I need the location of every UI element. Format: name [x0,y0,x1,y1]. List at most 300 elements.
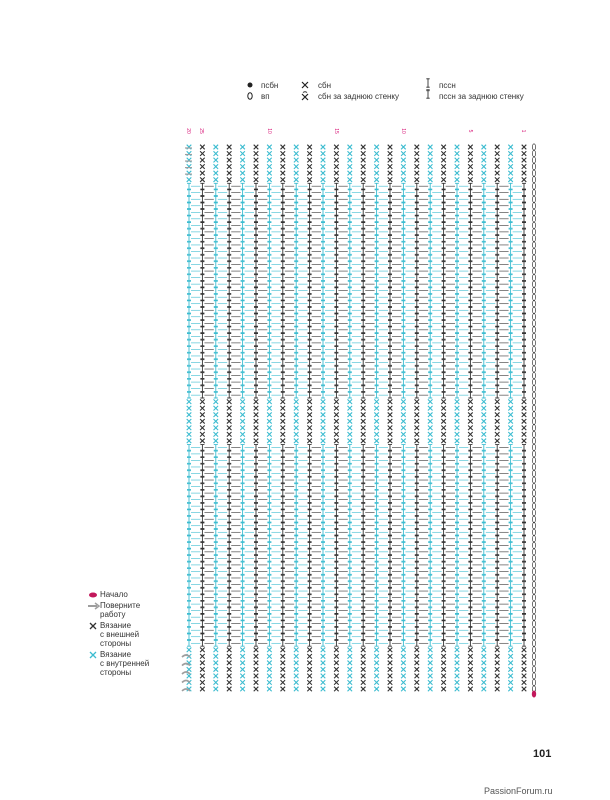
half-double-crochet-mark [468,471,472,477]
single-crochet-mark [307,432,312,437]
single-crochet-mark [294,412,299,417]
half-double-crochet-mark [375,392,379,398]
half-double-crochet-mark [227,327,231,333]
single-crochet-mark [281,164,286,169]
single-crochet-mark [227,667,232,672]
half-double-crochet-mark [241,556,245,562]
half-double-crochet-mark [442,510,446,516]
half-double-crochet-mark [294,621,298,627]
half-double-crochet-mark [455,196,459,202]
single-crochet-mark [254,661,259,666]
half-double-crochet-mark [415,275,419,281]
single-crochet-mark [401,145,406,150]
single-crochet-mark [281,687,286,692]
half-double-crochet-mark [522,503,526,509]
half-double-crochet-mark [200,471,204,477]
half-double-crochet-mark [361,373,365,379]
half-double-crochet-mark [214,588,218,594]
half-double-crochet-mark [401,621,405,627]
half-double-crochet-mark [214,627,218,633]
half-double-crochet-mark [495,516,499,522]
half-double-crochet-mark [428,334,432,340]
half-double-crochet-mark [321,582,325,588]
half-double-crochet-mark [428,262,432,268]
half-double-crochet-mark [522,242,526,248]
half-double-crochet-mark [375,190,379,196]
half-double-crochet-mark [468,347,472,353]
half-double-crochet-mark [348,536,352,542]
half-double-crochet-mark [334,373,338,379]
half-double-crochet-mark [375,562,379,568]
single-crochet-mark [321,406,326,411]
half-double-crochet-mark [321,386,325,392]
half-double-crochet-mark [361,190,365,196]
half-double-crochet-mark [509,562,513,568]
half-double-crochet-mark [482,216,486,222]
chain-stitch-oval [532,542,535,548]
half-double-crochet-mark [308,353,312,359]
half-double-crochet-mark [495,595,499,601]
legend-turn-line1: Поверните [100,601,141,610]
half-double-crochet-mark [227,190,231,196]
half-double-crochet-mark [388,222,392,228]
half-double-crochet-mark [308,608,312,614]
half-double-crochet-mark [267,595,271,601]
half-double-crochet-mark [200,634,204,640]
half-double-crochet-mark [522,236,526,242]
half-double-crochet-mark [281,529,285,535]
half-double-crochet-mark [388,595,392,601]
single-crochet-mark [388,164,393,169]
single-crochet-mark [455,164,460,169]
single-crochet-mark [508,654,513,659]
half-double-crochet-mark [321,366,325,372]
single-crochet-mark [240,158,245,163]
half-double-crochet-mark [388,497,392,503]
single-crochet-mark [254,425,259,430]
half-double-crochet-mark [254,569,258,575]
half-double-crochet-mark [455,458,459,464]
half-double-crochet-mark [281,523,285,529]
single-crochet-mark [374,667,379,672]
half-double-crochet-mark [348,464,352,470]
single-crochet-mark [374,687,379,692]
half-double-crochet-mark [495,249,499,255]
half-double-crochet-mark [187,229,191,235]
single-crochet-mark [334,151,339,156]
single-crochet-mark [388,406,393,411]
half-double-crochet-mark [214,262,218,268]
half-double-crochet-mark [348,601,352,607]
half-double-crochet-mark [267,294,271,300]
single-crochet-mark [348,145,353,150]
half-double-crochet-mark [227,255,231,261]
half-double-crochet-mark [415,627,419,633]
half-double-crochet-mark [241,451,245,457]
legend-outer-line2: с внешней [100,630,140,639]
half-double-crochet-mark [200,360,204,366]
half-double-crochet-mark [509,386,513,392]
half-double-crochet-mark [375,569,379,575]
half-double-crochet-mark [241,588,245,594]
single-crochet-mark [200,406,205,411]
half-double-crochet-mark [281,216,285,222]
half-double-crochet-mark [361,464,365,470]
half-double-crochet-mark [468,236,472,242]
half-double-crochet-mark [214,216,218,222]
half-double-crochet-mark [308,314,312,320]
half-double-crochet-mark [388,621,392,627]
half-double-crochet-mark [388,229,392,235]
single-crochet-mark [281,674,286,679]
single-crochet-mark [455,419,460,424]
half-double-crochet-mark [308,582,312,588]
half-double-crochet-mark [214,445,218,451]
single-crochet-mark [508,158,513,163]
single-crochet-mark [522,661,527,666]
single-crochet-mark [281,432,286,437]
half-double-crochet-mark [468,601,472,607]
half-double-crochet-mark [509,556,513,562]
single-crochet-mark [240,654,245,659]
single-crochet-mark [361,661,366,666]
single-crochet-mark [508,648,513,653]
single-crochet-mark [267,432,272,437]
half-double-crochet-mark [509,569,513,575]
half-double-crochet-mark [308,360,312,366]
half-double-crochet-mark [388,451,392,457]
half-double-crochet-mark [522,640,526,646]
single-crochet-mark [187,432,192,437]
half-double-crochet-mark [294,490,298,496]
single-crochet-mark [401,171,406,176]
single-crochet-mark [508,151,513,156]
single-crochet-mark [214,151,219,156]
half-double-crochet-mark [415,601,419,607]
half-double-crochet-mark [334,640,338,646]
single-crochet-mark [388,425,393,430]
half-double-crochet-mark [468,190,472,196]
single-crochet-mark [281,667,286,672]
half-double-crochet-mark [227,294,231,300]
half-double-crochet-mark [415,386,419,392]
half-double-crochet-mark [388,379,392,385]
chain-stitch-oval [532,418,535,424]
single-crochet-mark [214,164,219,169]
single-crochet-mark [267,145,272,150]
half-double-crochet-mark [348,490,352,496]
half-double-crochet-mark [375,209,379,215]
half-double-crochet-mark [509,608,513,614]
single-crochet-mark [254,674,259,679]
half-double-crochet-mark [254,196,258,202]
half-double-crochet-mark [375,183,379,189]
half-double-crochet-mark [509,464,513,470]
chain-stitch-oval [532,412,535,418]
single-crochet-mark [227,406,232,411]
half-double-crochet-mark [361,320,365,326]
half-double-crochet-mark [308,379,312,385]
half-double-crochet-mark [281,458,285,464]
half-double-crochet-mark [455,307,459,313]
half-double-crochet-mark [241,209,245,215]
half-double-crochet-mark [281,236,285,242]
half-double-crochet-mark [187,275,191,281]
half-double-crochet-mark [482,451,486,457]
single-crochet-mark [482,439,487,444]
half-double-crochet-mark [522,582,526,588]
half-double-crochet-mark [495,360,499,366]
half-double-crochet-mark [361,549,365,555]
half-double-crochet-mark [522,627,526,633]
half-double-crochet-mark [495,503,499,509]
half-double-crochet-mark [468,294,472,300]
single-crochet-mark [455,151,460,156]
half-double-crochet-mark [254,471,258,477]
single-crochet-mark [240,667,245,672]
half-double-crochet-mark [361,497,365,503]
half-double-crochet-mark [254,373,258,379]
half-double-crochet-mark [321,262,325,268]
single-crochet-mark [334,439,339,444]
half-double-crochet-mark [321,556,325,562]
half-double-crochet-mark [509,373,513,379]
chain-stitch-oval [532,229,535,235]
half-double-crochet-mark [455,268,459,274]
half-double-crochet-mark [415,445,419,451]
single-crochet-mark [321,680,326,685]
single-crochet-mark [187,164,192,169]
half-double-crochet-mark [267,627,271,633]
single-crochet-mark [495,177,500,182]
half-double-crochet-mark [388,268,392,274]
half-double-crochet-mark [227,340,231,346]
half-double-crochet-mark [227,510,231,516]
half-double-crochet-mark [509,216,513,222]
half-double-crochet-mark [495,640,499,646]
half-double-crochet-mark [308,242,312,248]
half-double-crochet-mark [401,334,405,340]
half-double-crochet-mark [509,621,513,627]
half-double-crochet-mark [442,366,446,372]
half-double-crochet-mark [214,562,218,568]
chain-stitch-oval [532,183,535,189]
half-double-crochet-mark [267,275,271,281]
half-double-crochet-mark [254,379,258,385]
half-double-crochet-mark [294,334,298,340]
single-crochet-mark [281,654,286,659]
single-crochet-mark [455,171,460,176]
half-double-crochet-mark [509,301,513,307]
single-crochet-mark [348,687,353,692]
half-double-crochet-mark [482,471,486,477]
chain-stitch-oval [532,405,535,411]
half-double-crochet-mark [495,294,499,300]
half-double-crochet-mark [388,236,392,242]
half-double-crochet-mark [482,268,486,274]
chain-stitch-oval [532,483,535,489]
half-double-crochet-mark [468,209,472,215]
single-crochet-mark [441,151,446,156]
legend-pssn-label: пссн [439,81,456,90]
single-crochet-mark [348,151,353,156]
half-double-crochet-mark [187,249,191,255]
half-double-crochet-mark [401,458,405,464]
half-double-crochet-mark [200,392,204,398]
half-double-crochet-mark [401,562,405,568]
single-crochet-mark [428,667,433,672]
half-double-crochet-mark [321,503,325,509]
half-double-crochet-mark [308,634,312,640]
single-crochet-mark [495,667,500,672]
half-double-crochet-mark [187,464,191,470]
half-double-crochet-mark [428,497,432,503]
half-double-crochet-mark [415,249,419,255]
half-double-crochet-mark [522,334,526,340]
chain-stitch-oval [532,444,535,450]
half-double-crochet-mark [401,477,405,483]
half-double-crochet-mark [482,562,486,568]
half-double-crochet-mark [495,275,499,281]
single-crochet-mark [334,412,339,417]
half-double-crochet-mark [509,242,513,248]
half-double-crochet-mark [321,595,325,601]
half-double-crochet-mark [468,451,472,457]
half-double-crochet-mark [321,516,325,522]
half-double-crochet-mark [267,477,271,483]
single-crochet-mark [187,648,192,653]
legend-inner-line3: стороны [100,668,132,677]
half-double-crochet-mark [495,627,499,633]
half-double-crochet-mark [388,542,392,548]
half-double-crochet-mark [361,327,365,333]
half-double-crochet-mark [455,464,459,470]
turn-arrow [182,672,190,674]
half-double-crochet-mark [348,360,352,366]
half-double-crochet-mark [227,386,231,392]
single-crochet-mark [468,399,473,404]
half-double-crochet-mark [509,236,513,242]
single-crochet-mark [348,399,353,404]
single-crochet-mark [321,648,326,653]
half-double-crochet-mark [522,451,526,457]
half-double-crochet-mark [428,320,432,326]
chain-stitch-oval [532,627,535,633]
single-crochet-mark [508,439,513,444]
single-crochet-mark [388,145,393,150]
single-crochet-mark [374,177,379,182]
half-double-crochet-mark [495,334,499,340]
single-crochet-mark [294,680,299,685]
half-double-crochet-mark [455,445,459,451]
half-double-crochet-mark [495,229,499,235]
single-crochet-mark [522,164,527,169]
half-double-crochet-mark [227,196,231,202]
half-double-crochet-mark [321,275,325,281]
single-crochet-mark [415,171,420,176]
half-double-crochet-mark [321,621,325,627]
half-double-crochet-mark [200,562,204,568]
half-double-crochet-mark [482,542,486,548]
half-double-crochet-mark [254,249,258,255]
single-crochet-mark [187,145,192,150]
single-crochet-mark [348,439,353,444]
half-double-crochet-mark [200,268,204,274]
half-double-crochet-mark [254,222,258,228]
half-double-crochet-mark [321,379,325,385]
chain-stitch-oval [532,634,535,640]
half-double-crochet-mark [241,373,245,379]
half-double-crochet-mark [375,516,379,522]
half-double-crochet-mark [308,497,312,503]
half-double-crochet-mark [214,542,218,548]
half-double-crochet-mark [294,634,298,640]
single-crochet-mark [388,419,393,424]
single-crochet-mark [455,654,460,659]
half-double-crochet-mark [361,249,365,255]
half-double-crochet-mark [267,640,271,646]
half-double-crochet-mark [348,288,352,294]
half-double-crochet-mark [522,222,526,228]
half-double-crochet-mark [187,222,191,228]
half-double-crochet-mark [375,529,379,535]
half-double-crochet-mark [348,222,352,228]
half-double-crochet-mark [281,386,285,392]
half-double-crochet-mark [401,549,405,555]
single-crochet-mark [321,158,326,163]
half-double-crochet-mark [482,242,486,248]
half-double-crochet-mark [442,268,446,274]
half-double-crochet-mark [254,608,258,614]
half-double-crochet-mark [495,301,499,307]
half-double-crochet-mark [455,373,459,379]
half-double-crochet-mark [428,216,432,222]
half-double-crochet-mark [442,484,446,490]
half-double-crochet-mark [442,490,446,496]
half-double-crochet-mark [509,471,513,477]
half-double-crochet-mark [375,249,379,255]
half-double-crochet-mark [401,392,405,398]
half-double-crochet-mark [482,314,486,320]
chain-stitch-oval [532,666,535,672]
half-double-crochet-mark [254,640,258,646]
half-double-crochet-mark [281,516,285,522]
half-double-crochet-mark [200,307,204,313]
single-crochet-mark [415,661,420,666]
chain-stitch-oval [532,523,535,529]
half-double-crochet-mark [321,614,325,620]
half-double-crochet-mark [254,353,258,359]
single-crochet-mark [240,412,245,417]
half-double-crochet-mark [187,294,191,300]
single-crochet-mark [441,419,446,424]
half-double-crochet-mark [375,484,379,490]
half-double-crochet-mark [482,536,486,542]
half-double-crochet-mark [214,190,218,196]
single-crochet-mark [307,177,312,182]
half-double-crochet-mark [482,614,486,620]
single-crochet-mark [200,171,205,176]
single-crochet-mark [455,661,460,666]
column-number-label: 1 [520,129,526,133]
half-double-crochet-mark [281,464,285,470]
half-double-crochet-mark [482,366,486,372]
half-double-crochet-mark [468,569,472,575]
single-crochet-mark [214,667,219,672]
half-double-crochet-mark [388,294,392,300]
half-double-crochet-mark [442,347,446,353]
half-double-crochet-mark [388,347,392,353]
